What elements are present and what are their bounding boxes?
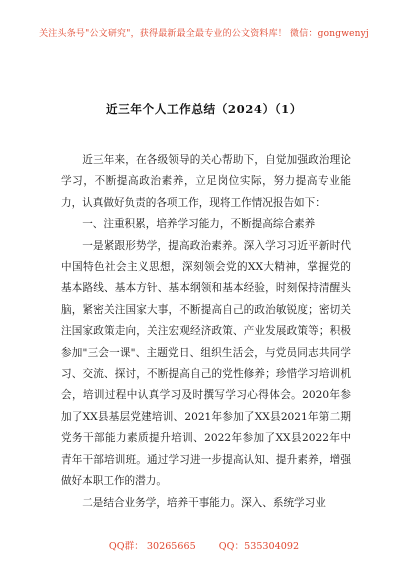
qq-text: QQ：535304092: [218, 541, 300, 552]
paragraph-intro: 近三年来，在各级领导的关心帮助下，自觉加强政治理论学习，不断提高政治素养，立足岗位实际，努力提高专业能力，认真做好负责的各项工作，现将工作情况报告如下：: [61, 154, 351, 209]
qq-group-text: QQ群： 30265665: [108, 541, 196, 552]
document-body: [61, 150, 351, 514]
header-note: 关注头条号"公文研究"，获得最新最全最专业的公文资料库！ 微信：gongwenyj: [39, 29, 369, 39]
paragraph-business: 二是结合业务学，培养干事能力。深入、系统学习业: [82, 496, 326, 509]
paragraph-politics: 一是紧跟形势学，提高政治素养。深入学习习近平新时代中国特色社会主义思想，深刻领会党的XX大精神，掌握党的基本路线、基本方针、基本纲领和基本经验，时刻保持清醒头脑，紧密关注国家大事，不断提高自己的政治敏锐度；密切关注国家政策走向，关注宏观经济政策、产业发展政策等；积极参加"三会一课"、主题党日、组织生活会，与党员同志共同学习、交流、探讨，不断提高自己的党性修养；珍惜学习培训机会，培训过程中认真学习及时撰写学习心得体会。2020年参加了XX县基层党建培训、2021年参加了XX县2021年第二期党务干部能力素质提升培训、2022年参加了XX县2022年中青年干部培训班。通过学习进一步提高认知、提升素养，增强做好本职工作的潜力。: [61, 239, 351, 488]
document-title: 近三年个人工作总结（2024）（1）: [105, 102, 303, 116]
footer-contact: [0, 538, 408, 552]
section-heading: 一、注重积累，培养学习能力，不断提高综合素养: [82, 218, 316, 231]
